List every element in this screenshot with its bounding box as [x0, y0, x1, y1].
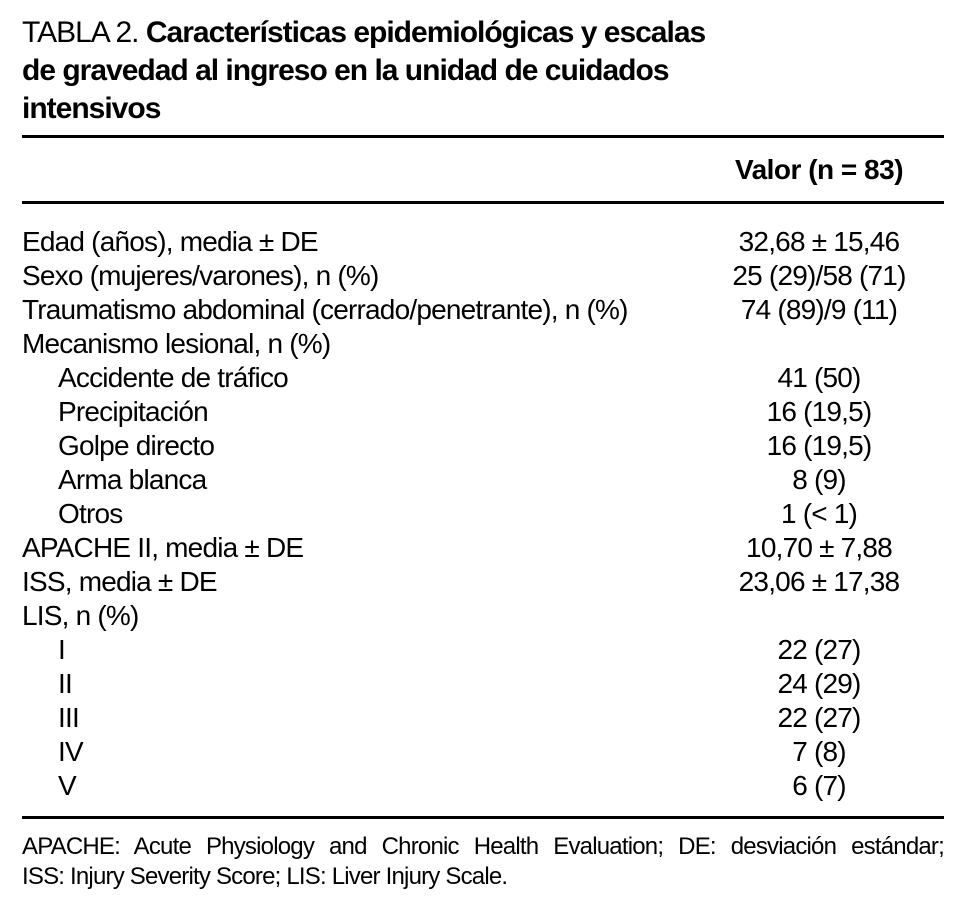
table-row — [22, 327, 944, 361]
row-label: II — [58, 668, 72, 699]
table-row — [22, 463, 944, 497]
table-row — [22, 769, 944, 803]
table-row — [22, 497, 944, 531]
table-body-wrap — [22, 204, 944, 816]
table-row — [22, 701, 944, 735]
row-value: 25 (29)/58 (71) — [732, 260, 906, 291]
row-value: 16 (19,5) — [766, 396, 872, 427]
table-footnote — [22, 832, 944, 892]
row-value: 24 (29) — [777, 668, 861, 699]
table-row — [22, 565, 944, 599]
row-value: 8 (9) — [792, 464, 846, 495]
table-title-line-3: intensivos — [22, 92, 161, 125]
row-label: LIS, n (%) — [22, 600, 139, 631]
data-table — [22, 225, 944, 803]
row-value: 23,06 ± 17,38 — [738, 566, 900, 597]
value-column-header: Valor (n = 83) — [734, 153, 904, 185]
table-number-label: TABLA 2. — [22, 16, 139, 49]
row-label: Traumatismo abdominal (cerrado/penetrante), n (%) — [22, 294, 628, 325]
table-title — [22, 14, 944, 128]
row-label: III — [58, 702, 79, 733]
table-row — [22, 667, 944, 701]
row-label: Golpe directo — [58, 430, 215, 461]
table-row — [22, 259, 944, 293]
row-value: 16 (19,5) — [766, 430, 872, 461]
table-row — [22, 293, 944, 327]
row-value: 6 (7) — [792, 770, 846, 801]
row-label: Sexo (mujeres/varones), n (%) — [22, 260, 379, 291]
table-row — [22, 633, 944, 667]
table-row — [22, 395, 944, 429]
table-body — [22, 225, 944, 803]
table-row — [22, 225, 944, 259]
row-label: I — [58, 634, 65, 665]
row-label: Accidente de tráfico — [58, 362, 288, 393]
table-row — [22, 531, 944, 565]
row-label: Mecanismo lesional, n (%) — [22, 328, 331, 359]
row-label: APACHE II, media ± DE — [22, 532, 304, 563]
column-header-row — [22, 138, 944, 201]
footnote-line-2: ISS: Injury Severity Score; LIS: Liver Injury Scale. — [22, 863, 508, 890]
row-value: 10,70 ± 7,88 — [746, 532, 892, 563]
row-value: 7 (8) — [792, 736, 846, 767]
bottom-rule — [22, 816, 944, 819]
table-row — [22, 361, 944, 395]
table-title-line-1 — [22, 14, 944, 52]
table-row — [22, 429, 944, 463]
table-title-text-1: Características epidemiológicas y escalas — [145, 16, 706, 49]
row-label: Otros — [58, 498, 123, 529]
footnote-line-1: APACHE: Acute Physiology and Chronic Health Evaluation; DE: desviación estándar; — [22, 833, 944, 860]
table-row — [22, 599, 944, 633]
row-label: Precipitación — [58, 396, 208, 427]
row-label: IV — [58, 736, 83, 767]
row-value — [694, 327, 944, 361]
row-label: Arma blanca — [58, 464, 207, 495]
table-row — [22, 735, 944, 769]
row-value — [694, 599, 944, 633]
row-label: V — [58, 770, 76, 801]
row-label: Edad (años), media ± DE — [22, 226, 318, 257]
row-value: 74 (89)/9 (11) — [740, 294, 898, 325]
row-value: 32,68 ± 15,46 — [738, 226, 900, 257]
table-title-line-2: de gravedad al ingreso en la unidad de cuidados — [22, 54, 669, 87]
row-label: ISS, media ± DE — [22, 566, 217, 597]
row-value: 22 (27) — [777, 634, 861, 665]
row-value: 1 (< 1) — [780, 498, 858, 529]
row-value: 22 (27) — [777, 702, 861, 733]
row-value: 41 (50) — [777, 362, 861, 393]
